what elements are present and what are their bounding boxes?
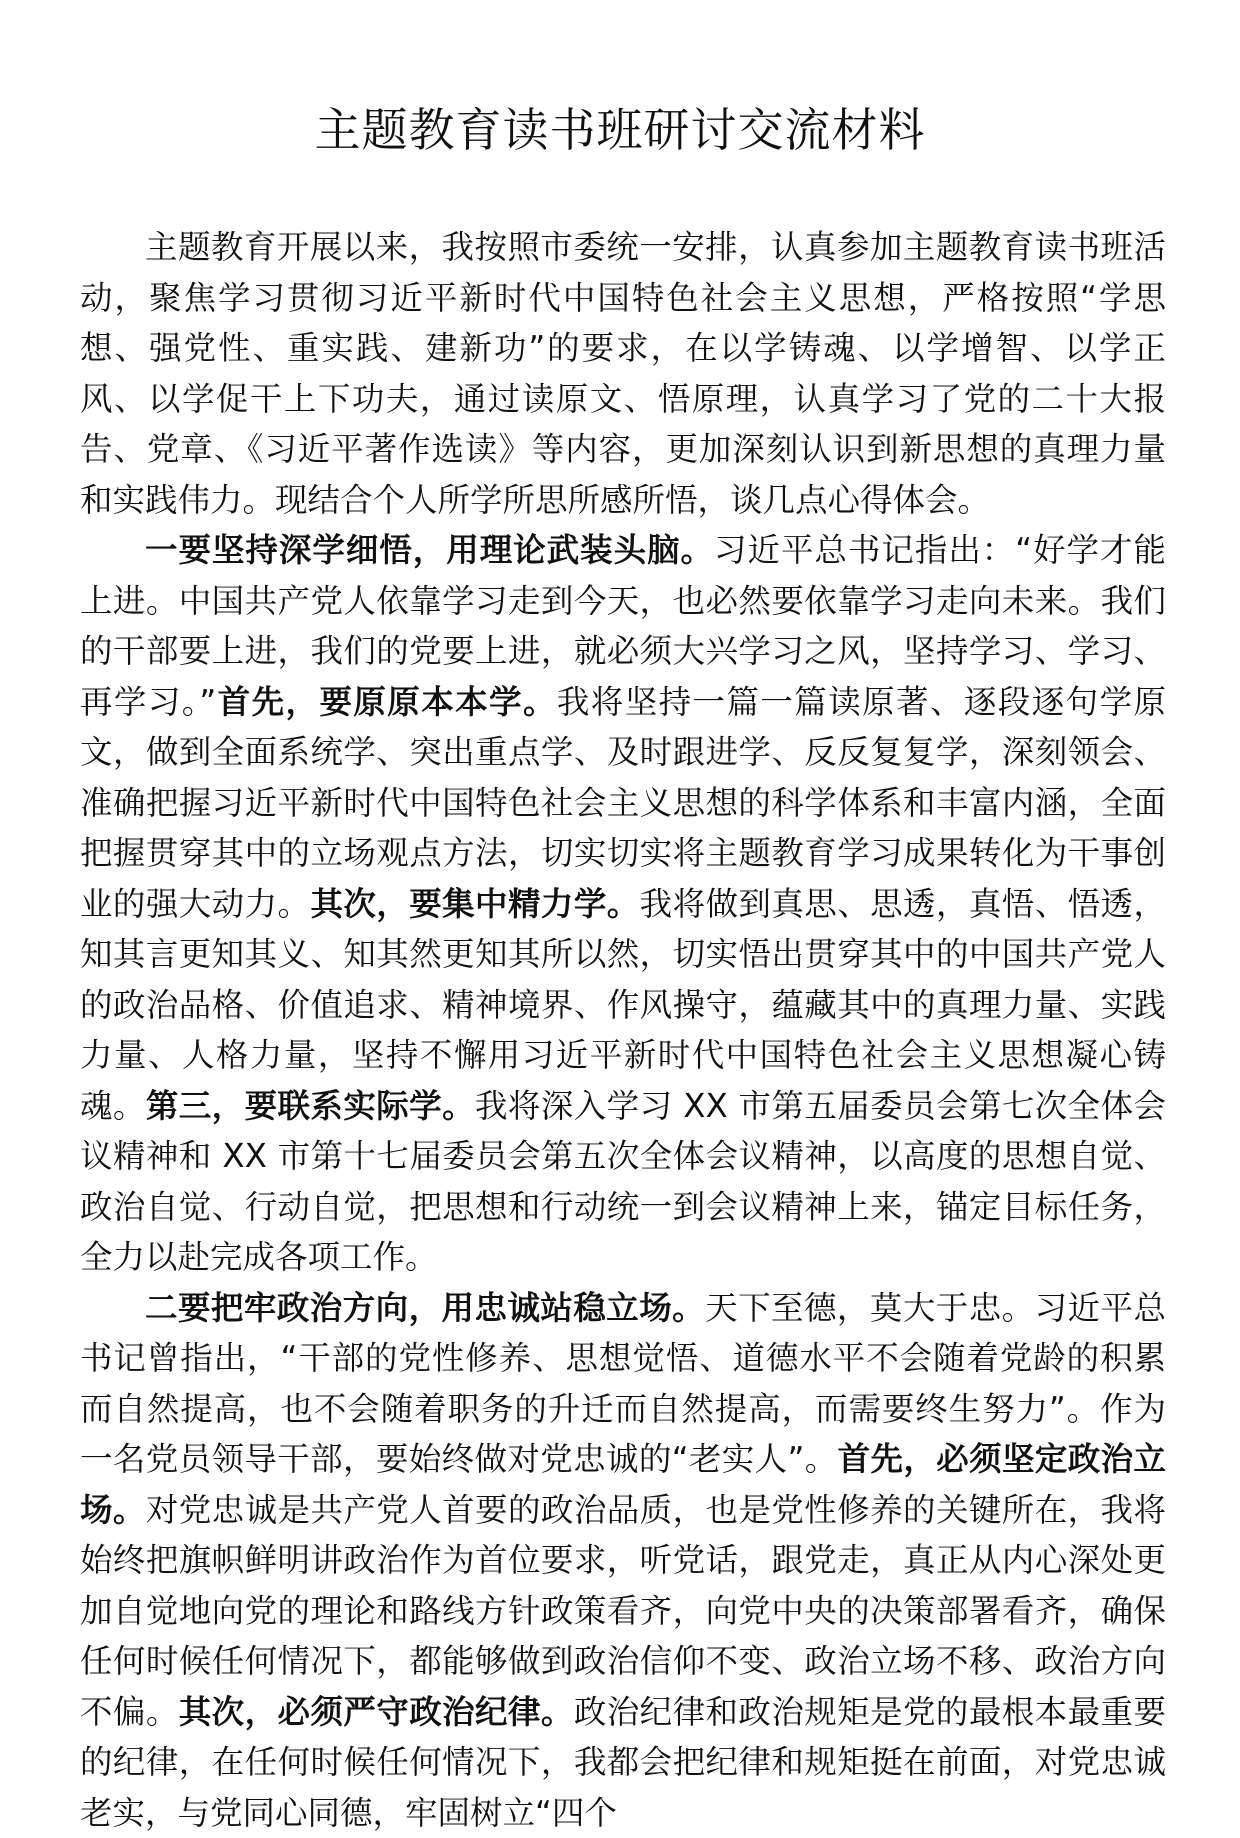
paragraph-text: 我将坚持一篇一篇读原著、逐段逐句学原文，做到全面系统学、突出重点学、及时跟进学、反反复复学，深刻领会、准确把握习近平新时代中国特色社会主义思想的科学体系和丰富内涵，全面把握贯穿其中的立场观点方法，切实切实将主题教育学习成果转化为干事创业的强大动力。 — [80, 683, 1166, 923]
document-title: 主题教育读书班研讨交流材料 — [0, 100, 1240, 160]
paragraph-section-one — [80, 525, 1166, 1283]
paragraph-text: 天下至德，莫大于忠。习近平总书记曾指出，“干部的党性修养、思想觉悟、道德水平不会随着党龄的积累而自然提高，也不会随着职务的升迁而自然提高，而需要终生努力”。作为一名党员领导干部，要始终做对党忠诚的“老实人”。 — [80, 1289, 1166, 1479]
paragraph-section-two — [80, 1283, 1166, 1838]
subpoint-heading: 其次，必须严守政治纪律。 — [179, 1693, 574, 1731]
paragraph-text: 习近平总书记指出：“好学才能上进。中国共产党人依靠学习走到今天，也必然要依靠学习走向未来。我们的干部要上进，我们的党要上进，就必须大兴学习之风，坚持学习、学习、再学习。” — [80, 531, 1166, 721]
section-heading-two: 二要把牢政治方向，用忠诚站稳立场。 — [145, 1289, 705, 1327]
paragraph-text: 我将做到真思、思透，真悟、悟透，知其言更知其义、知其然更知其所以然，切实悟出贯穿其中的中国共产党人的政治品格、价值追求、精神境界、作风操守，蕴藏其中的真理力量、实践力量、人格力量，坚持不懈用习近平新时代中国特色社会主义思想凝心铸魂。 — [80, 885, 1166, 1125]
paragraph-text: 主题教育开展以来，我按照市委统一安排，认真参加主题教育读书班活动，聚焦学习贯彻习近平新时代中国特色社会主义思想，严格按照“学思想、强党性、重实践、建新功”的要求，在以学铸魂、以学增智、以学正风、以学促干上下功夫，通过读原文、悟原理，认真学习了党的二十大报告、党章、《习近平著作选读》等内容，更加深刻认识到新思想的真理力量和实践伟力。现结合个人所学所思所感所悟，谈几点心得体会。 — [80, 228, 1166, 519]
paragraph-intro — [80, 222, 1166, 525]
subpoint-heading: 第三，要联系实际学。 — [146, 1087, 475, 1125]
paragraph-text: 政治纪律和政治规矩是党的最根本最重要的纪律，在任何时候任何情况下，我都会把纪律和规矩挺在前面，对党忠诚老实，与党同心同德，牢固树立“四个 — [80, 1693, 1166, 1832]
paragraph-text: 我将深入学习 XX 市第五届委员会第七次全体会议精神和 XX 市第十七届委员会第五次全体会议精神，以高度的思想自觉、政治自觉、行动自觉，把思想和行动统一到会议精神上来，锚定目标任务，全力以赴完成各项工作。 — [80, 1087, 1166, 1277]
section-heading-one: 一要坚持深学细悟，用理论武装头脑。 — [145, 531, 714, 569]
subpoint-heading: 首先，必须坚定政治立场。 — [80, 1440, 1166, 1529]
subpoint-heading: 首先，要原原本本学。 — [216, 683, 557, 721]
document-body — [80, 222, 1166, 1838]
subpoint-heading: 其次，要集中精力学。 — [310, 885, 639, 923]
paragraph-text: 对党忠诚是共产党人首要的政治品质，也是党性修养的关键所在，我将始终把旗帜鲜明讲政治作为首位要求，听党话，跟党走，真正从内心深处更加自觉地向党的理论和路线方针政策看齐，向党中央的决策部署看齐，确保任何时候任何情况下，都能够做到政治信仰不变、政治立场不移、政治方向不偏。 — [80, 1491, 1166, 1731]
